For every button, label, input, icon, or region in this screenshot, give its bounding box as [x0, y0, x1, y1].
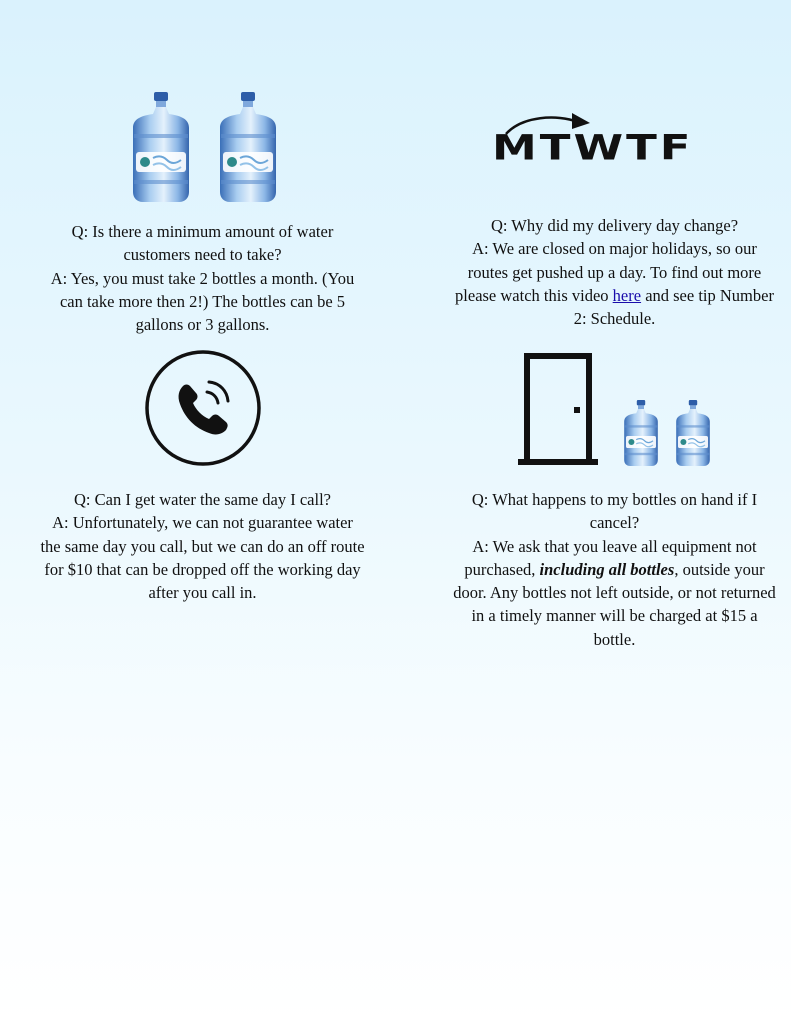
video-link[interactable]: here: [612, 285, 642, 305]
schedule-logo: [490, 110, 740, 172]
emphasis-text: including all bottles: [539, 559, 675, 579]
faq-question: Q: Is there a minimum amount of water customers need to take?: [71, 222, 334, 265]
faq-answer-text: A: We ask that you leave all equipment not purchased,: [464, 536, 757, 579]
faq-delivery-day: [452, 214, 777, 330]
faq-answer: [452, 535, 777, 651]
faq-answer-text: and see tip Number 2: Schedule.: [573, 285, 774, 329]
faq-answer: A: Yes, you must take 2 bottles a month. (You can take more then 2!) The bottles can be 5 gallons or 3 gallons.: [50, 268, 355, 335]
faq-question: Q: Can I get water the same day I call?: [73, 490, 331, 509]
water-bottle-icon: [674, 400, 712, 471]
faq-answer-text: A: We are closed on major holidays, so our routes get pushed up a day. To find out more please watch this video: [455, 239, 762, 305]
faq-minimum-water: [40, 220, 365, 336]
faq-same-day: [40, 488, 365, 604]
door-icon: [518, 353, 600, 467]
faq-question: Q: Why did my delivery day change?: [490, 216, 739, 235]
water-bottle-icon: [131, 92, 191, 207]
faq-answer: [452, 237, 777, 330]
faq-cancel: [452, 488, 777, 651]
faq-answer-text: , outside your door. Any bottles not left outside, or not returned in a timely manner will be charged at $15 a bottle.: [453, 559, 776, 649]
water-bottle-icon: [622, 400, 660, 471]
water-bottle-icon: [218, 92, 278, 207]
logo-text: MTWTF: [492, 126, 694, 169]
phone-icon: [143, 348, 263, 468]
faq-question: Q: What happens to my bottles on hand if I cancel?: [471, 490, 758, 533]
faq-answer: A: Unfortunately, we can not guarantee water the same day you call, but we can do an off route for $10 that can be dropped off the working day after you call in.: [40, 513, 365, 603]
